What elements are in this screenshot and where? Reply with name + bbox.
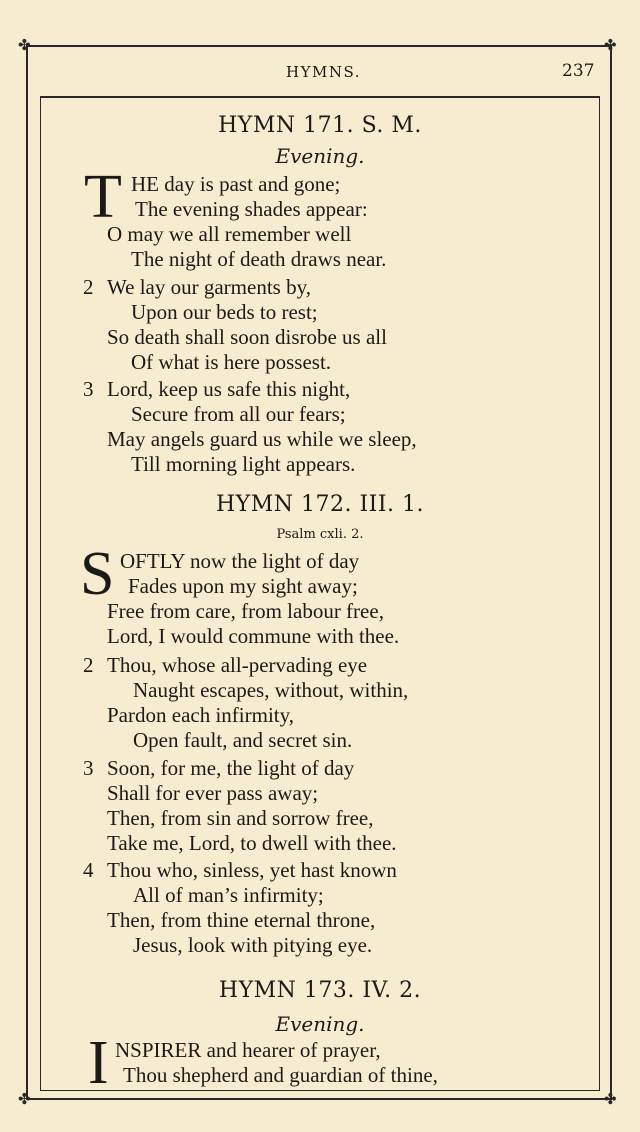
verse-line: Naught escapes, without, within, bbox=[133, 678, 409, 702]
verse-line: Thou shepherd and guardian of thine, bbox=[123, 1063, 438, 1087]
corner-ornament-icon: ✤ bbox=[18, 36, 31, 54]
verse-number: 2 bbox=[83, 275, 94, 299]
page-number: 237 bbox=[562, 61, 595, 81]
verse-line: Shall for ever pass away; bbox=[107, 781, 319, 805]
verse-line: All of man’s infirmity; bbox=[133, 883, 324, 907]
scripture-reference: Psalm cxli. 2. bbox=[276, 527, 364, 542]
hymn-heading: HYMN 171. S. M. bbox=[218, 113, 422, 138]
drop-cap: I bbox=[88, 1029, 109, 1097]
drop-cap: S bbox=[80, 540, 115, 608]
corner-ornament-icon: ✤ bbox=[18, 1090, 31, 1108]
verse-line: Of what is here possest. bbox=[131, 350, 332, 374]
verse-line: Till morning light appears. bbox=[131, 452, 356, 476]
verse-line: Pardon each infirmity, bbox=[107, 703, 295, 727]
verse-line: Lord, keep us safe this night, bbox=[107, 377, 351, 401]
verse-line: HE day is past and gone; bbox=[131, 172, 341, 196]
verse-line: Jesus, look with pitying eye. bbox=[133, 933, 373, 957]
hymn-subtitle: Evening. bbox=[275, 1012, 365, 1036]
hymn-subtitle: Evening. bbox=[275, 144, 365, 168]
corner-ornament-icon: ✤ bbox=[604, 1090, 617, 1108]
verse-line: Secure from all our fears; bbox=[131, 402, 346, 426]
verse-number: 2 bbox=[83, 653, 94, 677]
verse-line: Then, from thine eternal throne, bbox=[107, 908, 376, 932]
verse-number: 3 bbox=[83, 756, 94, 780]
verse-line: Lord, I would commune with thee. bbox=[107, 624, 400, 648]
verse-number: 4 bbox=[83, 858, 94, 882]
verse-line: May angels guard us while we sleep, bbox=[107, 427, 417, 451]
verse-line: So death shall soon disrobe us all bbox=[107, 325, 387, 349]
hymn-heading: HYMN 172. III. 1. bbox=[215, 492, 424, 517]
verse-line: Fades upon my sight away; bbox=[128, 574, 358, 598]
verse-line: Thou who, sinless, yet hast known bbox=[107, 858, 397, 882]
verse-line: Take me, Lord, to dwell with thee. bbox=[107, 831, 397, 855]
verse-line: The night of death draws near. bbox=[131, 247, 387, 271]
drop-cap: T bbox=[84, 163, 122, 231]
running-head-title: HYMNS. bbox=[286, 63, 361, 81]
hymn-heading: HYMN 173. IV. 2. bbox=[218, 978, 422, 1003]
corner-ornament-icon: ✤ bbox=[604, 36, 617, 54]
verse-line: Then, from sin and sorrow free, bbox=[107, 806, 374, 830]
verse-line: Upon our beds to rest; bbox=[131, 300, 318, 324]
verse-line: The evening shades appear: bbox=[135, 197, 368, 221]
verse-line: Thou, whose all-pervading eye bbox=[107, 653, 368, 677]
verse-line: OFTLY now the light of day bbox=[120, 549, 360, 573]
verse-line: Free from care, from labour free, bbox=[107, 599, 384, 623]
verse-line: O may we all remember well bbox=[107, 222, 352, 246]
verse-line: We lay our garments by, bbox=[107, 275, 311, 299]
verse-line: Soon, for me, the light of day bbox=[107, 756, 355, 780]
verse-number: 3 bbox=[83, 377, 94, 401]
verse-line: NSPIRER and hearer of prayer, bbox=[115, 1038, 381, 1062]
verse-line: Open fault, and secret sin. bbox=[133, 728, 353, 752]
